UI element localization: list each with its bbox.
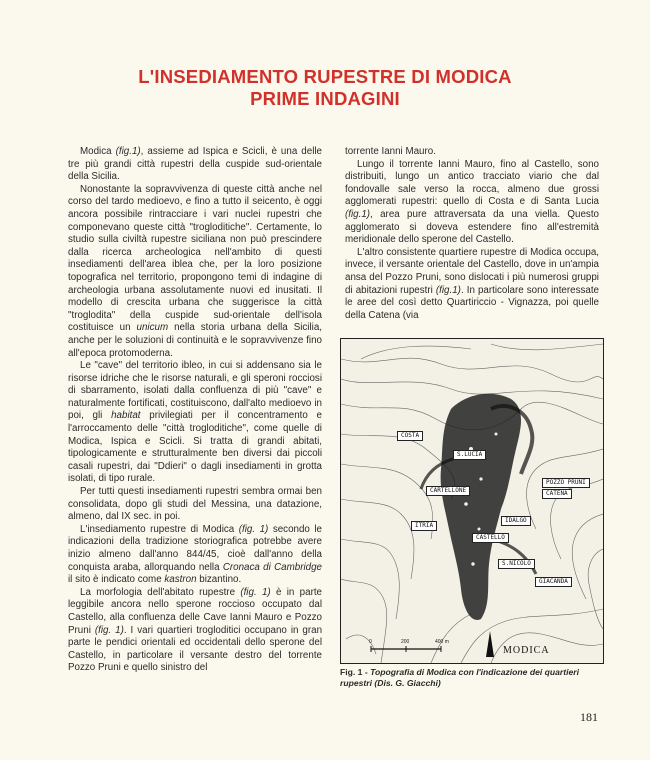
paragraph: Le "cave" del territorio ibleo, in cui si addensano sia le risorse idriche che le risorse naturali, e gli speroni rocciosi di sbarramento, isolati dalla confluenza di più "cave" e naturalmente fortificati, costituiscono, dall'alto medioevo in poi, gli habitat privilegiati per il concentramento e l'arroccamento delle "città trogloditiche", come quelle di Modica, Ispica e Scicli. Si tratta di grandi abitati, tipologicamente e strutturalmente ben diversi dai piccoli casali rupestri, dai "Ddieri" o dagli insediamenti in grotta isolati, di tipo rurale. [68, 360, 322, 485]
map-label-cartellone: CARTELLONE [426, 486, 470, 496]
paragraph: Modica (fig.1), assieme ad Ispica e Scicli, è una delle tre più grandi città rupestri della cuspide sud-orientale della Sicilia. [68, 146, 322, 183]
article-title [0, 66, 650, 110]
map-label-catena: CATENA [542, 489, 572, 499]
paragraph: Nonostante la sopravvivenza di queste città anche nel corso del tardo medioevo, e fino a tutto il seicento, è oggi ancora possibile rintracciare i vari nuclei rupestri che componevano queste città "trogloditiche". Certamente, lo studio sulla civiltà rupestre siciliana non può prescindere dalla ricerca archeologica nell'ambito di questi insediamenti dell'area iblea che, per la loro posizione topografica nel territorio, propongono temi di indagine di archeologia urbana assolutamente nuovi ed inusitati. Il modello di crescita urbana che suggerisce la città "troglodita" della cuspide sud-orientale dell'isola costituisce un unicum nella storia urbana della Sicilia, anche per le soluzioni di continuità e le sopravvivenze fino all'epoca protomoderna. [68, 183, 323, 359]
map-label-giacanda: GIACANDA [535, 577, 572, 587]
figure-caption [340, 667, 602, 689]
scale-label-0: 0 [369, 639, 372, 645]
north-arrow-icon [486, 631, 494, 657]
paragraph: Per tutti questi insediamenti rupestri sembra ormai ben consolidata, dopo gli studi del Messina, una datazione, almeno, dal IX sec. in poi. [68, 486, 322, 523]
paragraph: L'altro consistente quartiere rupestre di Modica occupa, invece, il versante orientale del Castello, dove in un'ampia ansa del Pozzo Pruni, sono dislocati i più numerosi gruppi di abitazioni rupestri (fig.1). In particolare sono interessate le aree del così detto Quartiriccio - Vignazza, poi quelle della Catena (via [345, 246, 599, 321]
figure-map [340, 338, 604, 664]
page-number: 181 [580, 710, 598, 724]
scale-label-400: 400 m [435, 639, 449, 645]
map-label-pozzo-pruni: POZZO PRUNI [542, 478, 590, 488]
map-label-s-nicolo: S.NICOLO [498, 559, 535, 569]
map-label-castello: CASTELLO [472, 533, 509, 543]
paragraph: Lungo il torrente Ianni Mauro, fino al Castello, sono distribuiti, lungo un antico tracciato viario che dal fondovalle sale verso la rocca, almeno due grossi agglomerati rupestri: quello di Costa e di Santa Lucia (fig.1), area pure attraversata da una viella. Questo agglomerato si doveva estendere fino all'estremità meridionale dello sperone del Castello. [345, 158, 599, 246]
map-label-costa: COSTA [397, 431, 423, 441]
paragraph: La morfologia dell'abitato rupestre (fig. 1) è in parte leggibile ancora nello sperone roccioso occupato dal Castello, alla confluenza delle Cave Ianni Mauro e Pozzo Pruni (fig. 1). I vari quartieri trogloditici occupano in gran parte le pendici orientali ed occidentali dello sperone del Castello, in particolare il versante destro del torrente Pozzo Pruni e quello sinistro del [68, 586, 323, 674]
paragraph: L'insediamento rupestre di Modica (fig. 1) secondo le indicazioni della tradizione storiografica potrebbe avere inizio almeno dall'anno 844/45, cioè dall'anno della conquista araba, allorquando nella Cronaca di Cambridge il sito è indicato come kastron bizantino. [68, 523, 323, 586]
right-column [345, 146, 599, 322]
map-label-itria: ITRIA [411, 521, 437, 531]
title-line-1: L'INSEDIAMENTO RUPESTRE DI MODICA [138, 66, 512, 87]
map-label-s-lucia: S.LUCIA [453, 450, 486, 460]
map-title: MODICA [503, 645, 550, 656]
scale-label-200: 200 [401, 639, 410, 645]
left-column [68, 146, 322, 675]
title-line-2: PRIME INDAGINI [250, 88, 400, 109]
map-label-idalgo: IDALGO [501, 516, 531, 526]
caption-lead: Fig. 1 - [340, 667, 371, 677]
caption-text: Topografia di Modica con l'indicazione dei quartieri rupestri (Dis. G. Giacchi) [340, 667, 580, 688]
topographic-map [341, 339, 603, 663]
paragraph: torrente Ianni Mauro. [345, 146, 436, 157]
